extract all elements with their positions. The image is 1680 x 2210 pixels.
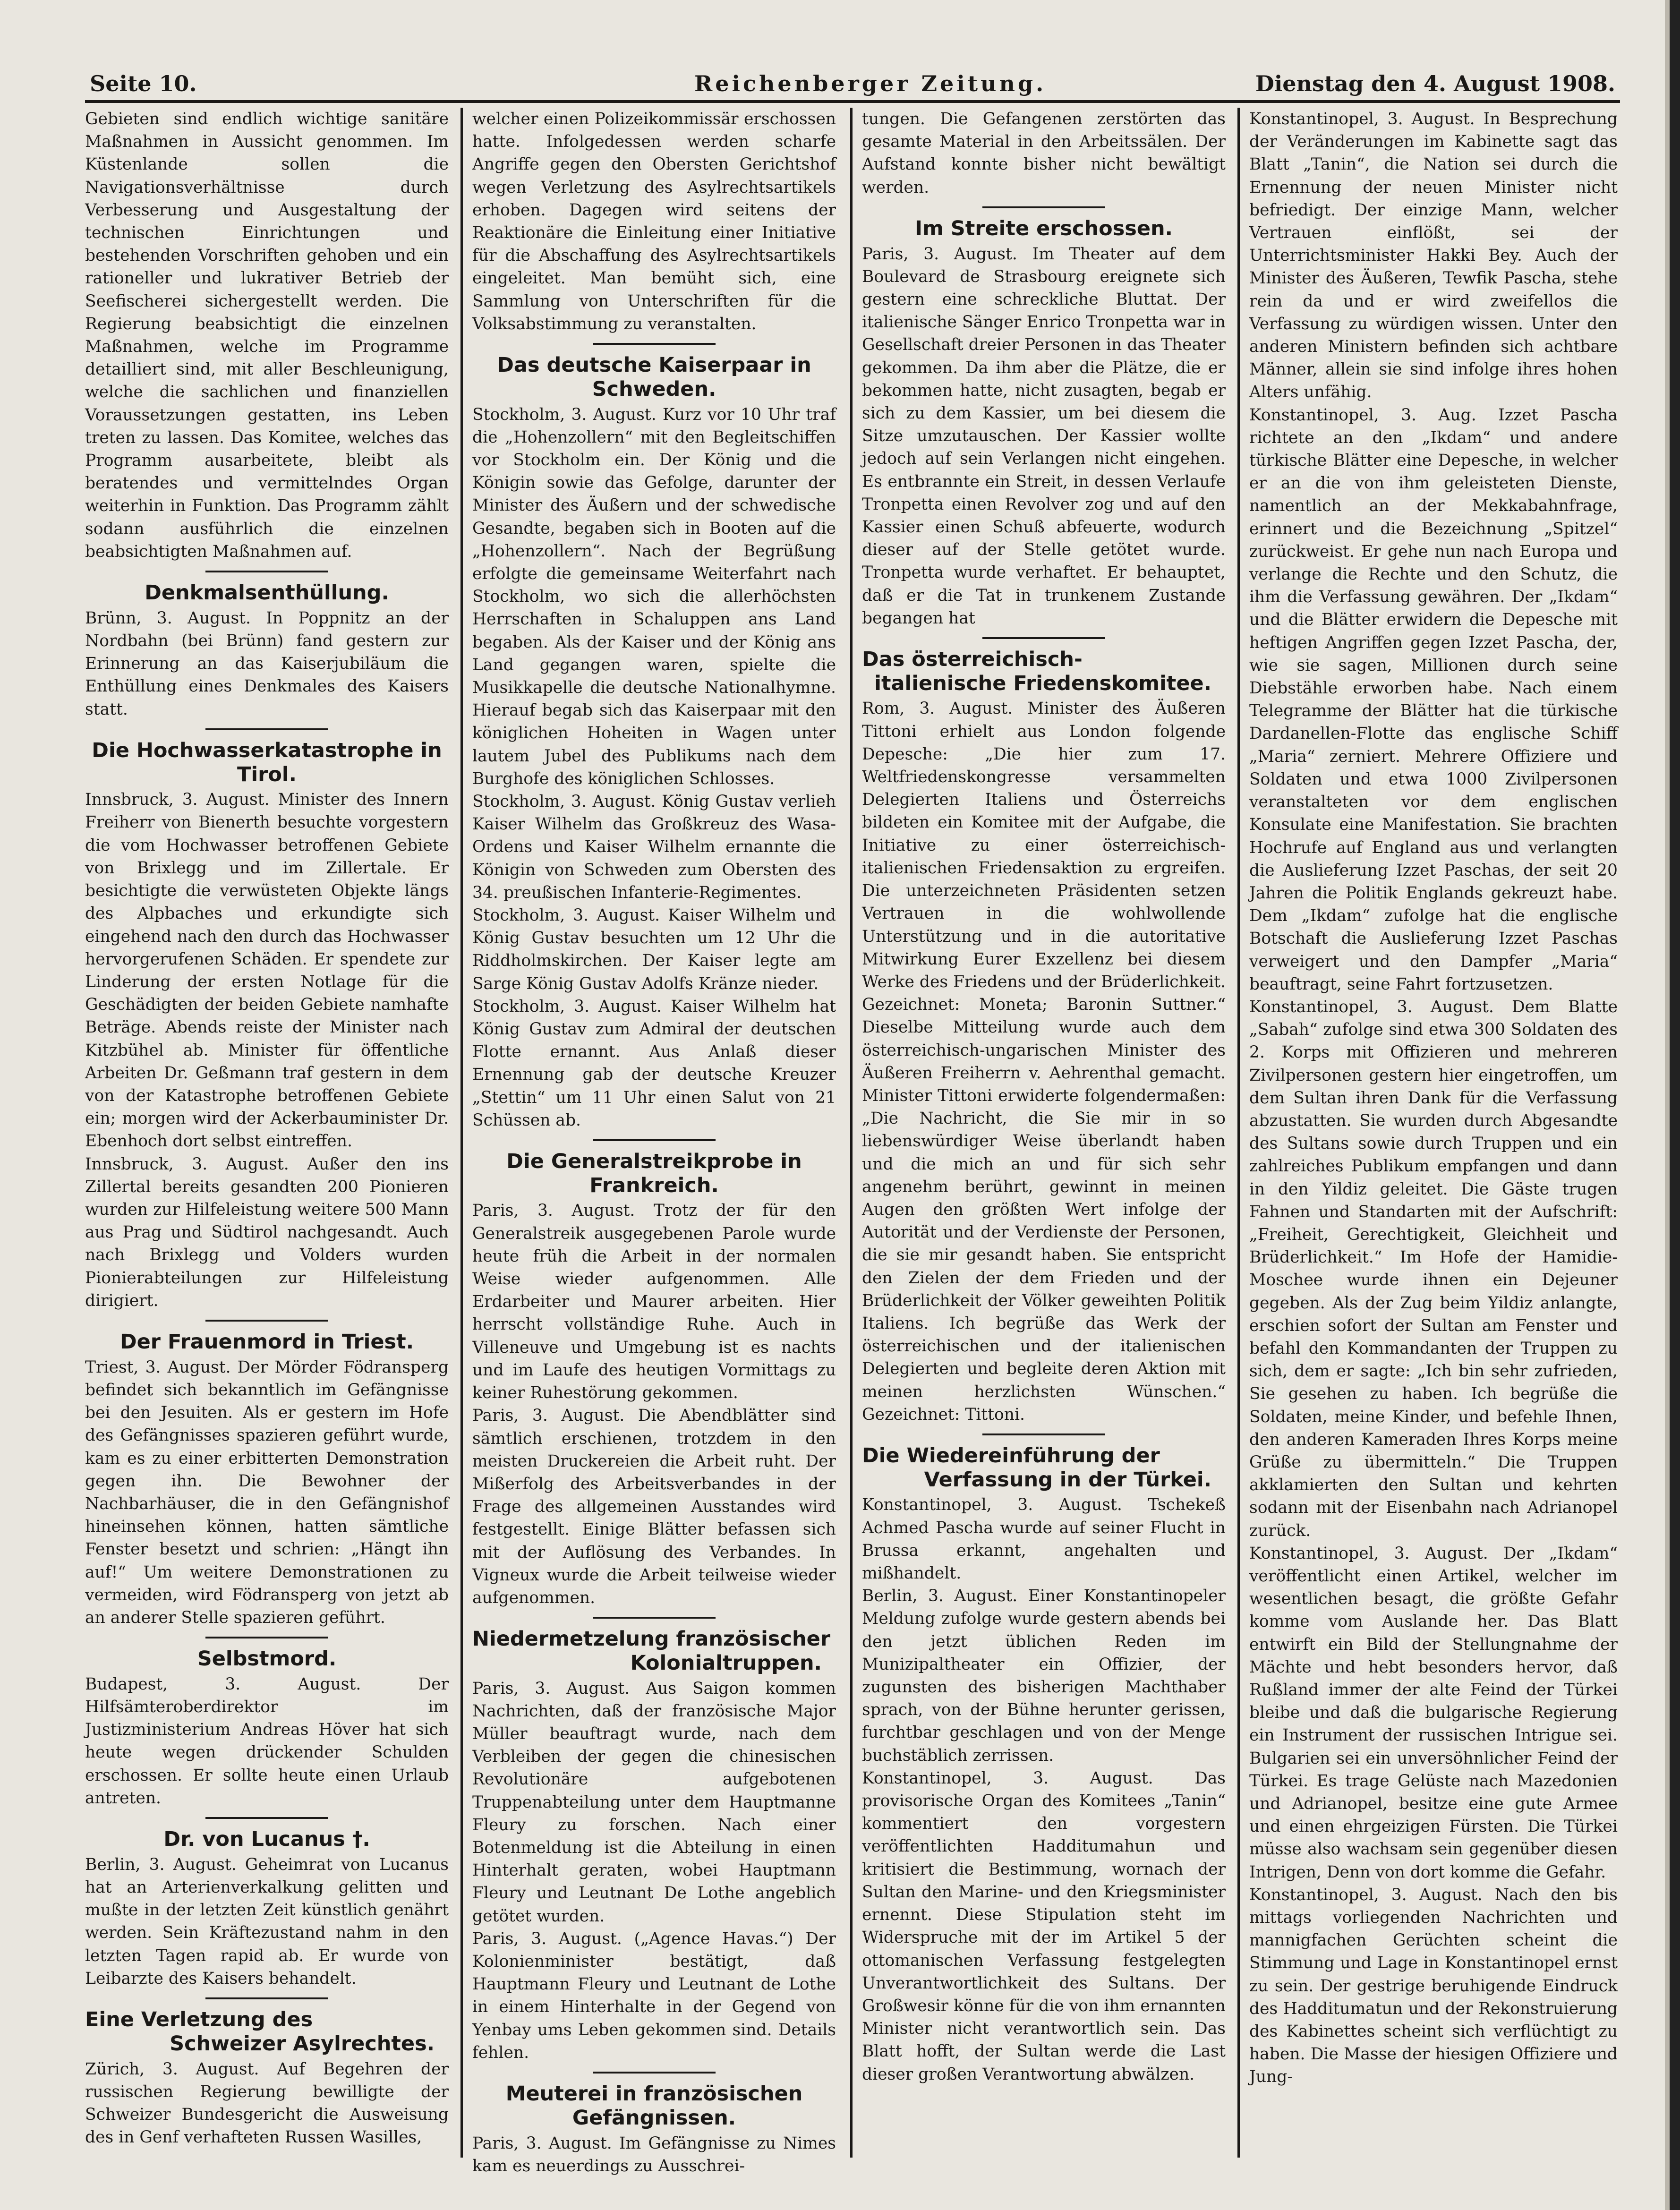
article-headline — [472, 1627, 836, 1675]
article — [472, 1627, 836, 2064]
article-paragraph: Konstantinopel, 3. August. Dem Blatte „Sabah“ zufolge sind etwa 300 Soldaten des 2. Korps mit Offizieren und mehreren Zivilpersonen gestern hier eingetroffen, um dem Sultan ihren Dank für die Verfassung abzustatten. Sie wurden durch Abgesandte des Sultans sowie durch Truppen und ein zahlreiches Publikum empfangen und dann in den Yildiz geleitet. Die Gäste trugen Fahnen und Standarten mit der Aufschrift: „Freiheit, Gerechtigkeit, Gleichheit und Brüderlichkeit.“ Im Hofe der Hamidie-Moschee wurde ihnen ein Dejeuner gegeben. Als der Zug beim Yildiz anlangte, erschien sofort der Sultan am Fenster und befahl den Kommandanten der Truppen zu sich, dem er sagte: „Ich bin sehr zufrieden, Sie gesehen zu haben. Ich begrüße die Soldaten, meine Kinder, und befehle Ihnen, den anderen Kameraden Ihres Korps meine Grüße zu übermitteln.“ Die Truppen akklamierten den Sultan und kehrten sodann mit der Eisenbahn nach Adrianopel zurück. — [1249, 997, 1618, 1540]
article-headline: Die Hochwasserkatastrophe in Tirol. — [92, 738, 442, 786]
article-paragraph: Berlin, 3. August. Geheimrat von Lucanus hat an Arterienverkalkung gelitten und mußte in der letzten Zeit künstlich genährt werden. Sein Kräftezustand nahm in den letzten Tagen rapid ab. Er wurde von Leibarzte des Kaisers behandelt. — [85, 1855, 449, 1988]
article-separator — [982, 637, 1105, 639]
column-2 — [472, 108, 836, 2176]
article-headline — [85, 2008, 449, 2056]
scan-edge — [1670, 0, 1680, 2210]
newspaper-title: Reichenberger Zeitung. — [694, 71, 1047, 96]
article-paragraph: Paris, 3. August. („Agence Havas.“) Der Kolonienminister bestätigt, daß Hauptmann Fleury und Leutnant de Lothe in einem Hinterhalte in der Gegend von Yenbay ums Leben gekommen sind. Details fehlen. — [472, 1929, 836, 2062]
article — [85, 1827, 449, 1990]
article-paragraph: Konstantinopel, 3. August. Tschekeß Achmed Pascha wurde auf seiner Flucht in Brussa erkannt, angehalten und mißhandelt. — [862, 1495, 1226, 1583]
article-paragraph: Brünn, 3. August. In Poppnitz an der Nordbahn (bei Brünn) fand gestern zur Erinnerung an das Kaiserjubiläum die Enthüllung eines Denkmales des Kaisers statt. — [85, 608, 449, 719]
article-paragraph: Paris, 3. August. Im Theater auf dem Boulevard de Strasbourg ereignete sich gestern eine schreckliche Bluttat. Der italienische Sänger Enrico Tronpetta war in Gesellschaft dreier Personen in das Theater gekommen. Da ihm aber die Plätze, die er bekommen hatte, nicht zusagten, begab er sich zu dem Kassier, um bei diesem die Sitze umzutauschen. Der Kassier wollte jedoch auf sein Verlangen nicht eingehen. Es entbrannte ein Streit, in dessen Verlaufe Tronpetta einen Revolver zog und auf den Kassier einen Schuß abfeuerte, wodurch dieser auf der Stelle getötet wurde. Tronpetta wurde verhaftet. Er behauptet, daß er die Tat in trunkenem Zustande begangen hat — [862, 244, 1226, 628]
article-paragraph: Konstantinopel, 3. August. Der „Ikdam“ veröffentlicht einen Artikel, welcher im wesentlichen besagt, die größte Gefahr komme vom Auslande her. Das Blatt entwirft ein Bild der Stellungnahme der Mächte und hebt besonders hervor, daß Rußland immer der alte Feind der Türkei bleibe und daß die bulgarische Regierung ein Instrument der russischen Intrigue sei. Bulgarien sei ein unversöhnlicher Feind der Türkei. Es trage Gelüste nach Mazedonien und Adrianopel, besitze eine gute Armee und einen ehrgeizigen Fürsten. Die Türkei müsse also wachsam sein gegenüber diesen Intrigen, Denn von dort komme die Gefahr. — [1249, 1544, 1618, 1882]
headline-line: Kolonialtruppen. — [630, 1651, 822, 1675]
headline-line: Eine Verletzung des — [85, 2008, 313, 2032]
article-headline: Denkmalsenthüllung. — [145, 581, 389, 605]
article — [472, 108, 836, 335]
article-paragraph: welcher einen Polizeikommissär erschossen hatte. Infolgedessen werden scharfe Angriffe gegen den Obersten Gerichtshof wegen Verletzung des Asylrechtsartikels erhoben. Dagegen wird seitens der Reaktionäre die Einleitung einer Initiative für die Abschaffung des Asylrechtsartikels eingeleitet. Man bemüht sich, eine Sammlung von Unterschriften für die Volksabstimmung zu veranstalten. — [472, 110, 836, 333]
article — [862, 1444, 1226, 2086]
article — [85, 581, 449, 721]
article-separator — [593, 2072, 716, 2073]
page-header — [90, 71, 1615, 104]
article-separator — [982, 206, 1105, 208]
article-separator — [205, 571, 328, 572]
article-paragraph: Gebieten sind endlich wichtige sanitäre Maßnahmen in Aussicht genommen. Im Küstenlande sollen die Navigationsverhältnisse durch Verbesserung und Ausgestaltung der technischen Einrichtungen und bestehenden Vorschriften gehoben und ein rationeller und lukrativer Betrieb der Seefischerei sichergestellt werden. Die Regierung beabsichtigt die einzelnen Maßnahmen, welche im Programme detailliert sind, mit aller Beschleunigung, welche die sachlichen und finanziellen Voraussetzungen gestatten, ins Leben treten zu lassen. Das Komitee, welches das Programm ausarbeitete, bleibt als beratendes und vermittelndes Organ weiterhin in Funktion. Das Programm zählt sodann ausführlich die einzelnen beabsichtigten Maßnahmen auf. — [85, 110, 449, 561]
issue-date: Dienstag den 4. August 1908. — [1255, 71, 1615, 96]
headline-line: Schweizer Asylrechtes. — [170, 2031, 435, 2056]
article-paragraph: Paris, 3. August. Im Gefängnisse zu Nimes kam es neuerdings zu Ausschrei- — [472, 2133, 836, 2176]
article-paragraph: Stockholm, 3. August. Kurz vor 10 Uhr traf die „Hohenzollern“ mit den Begleitschiffen vor Stockholm ein. Der König und die Königin sowie das Gefolge, darunter der Minister des Äußern und der schwedische Gesandte, begaben sich in Booten auf die „Hohenzollern“. Nach der Begrüßung erfolgte die gemeinsame Weiterfahrt nach Stockholm, wo sich die allerhöchsten Herrschaften in Schaluppen ans Land begaben. Als der Kaiser und der König ans Land gegangen waren, spielte die Musikkapelle die deutsche Nationalhymne. Hierauf begab sich das Kaiserpaar mit den königlichen Hoheiten in Wagen unter lautem Jubel des Publikums nach dem Burghofe des königlichen Schlosses. — [472, 405, 836, 788]
article-separator — [205, 1637, 328, 1638]
article-headline — [862, 1444, 1226, 1492]
article-paragraph: tungen. Die Gefangenen zerstörten das gesamte Material in den Arbeitssälen. Der Aufstand konnte bisher nicht bewältigt werden. — [862, 110, 1226, 197]
article — [472, 1150, 836, 1609]
article — [472, 2082, 836, 2177]
article-paragraph: Konstantinopel, 3. August. Nach den bis mittags vorliegenden Nachrichten und mannigfachen Gerüchten scheint die Stimmung und Lage in Konstantinopel ernst zu sein. Der gestrige beruhigende Eindruck des Hadditumatun und der Rekonstruierung des Kabinettes scheint sich verflüchtigt zu haben. Die Masse der hiesigen Offiziere und Jung- — [1249, 1885, 1618, 2087]
article-paragraph: Stockholm, 3. August. König Gustav verlieh Kaiser Wilhelm das Großkreuz des Wasa-Ordens und Kaiser Wilhelm ernannte die Königin von Schweden zum Obersten des 34. preußischen Infanterie-Regimentes. — [472, 792, 836, 902]
column-4 — [1249, 108, 1618, 2158]
article-headline: Meuterei in französischen Gefängnissen. — [505, 2082, 803, 2130]
article-separator — [593, 343, 716, 345]
article — [85, 2008, 449, 2149]
article-separator — [205, 1997, 328, 1999]
article-paragraph: Paris, 3. August. Trotz der für den Generalstreik ausgegebenen Parole wurde heute früh die Arbeit in der normalen Weise wieder aufgenommen. Alle Erdarbeiter und Maurer arbeiten. Hier herrscht vollständige Ruhe. Auch in Villeneuve und Umgebung ist es nachts und im Laufe des heutigen Vormittags zu keiner Ruhestörung gekommen. — [472, 1201, 836, 1403]
article-headline: Im Streite erschossen. — [914, 216, 1173, 240]
article — [862, 648, 1226, 1426]
article-paragraph: Stockholm, 3. August. Kaiser Wilhelm und König Gustav besuchten um 12 Uhr die Riddholmskirchen. Der Kaiser legte am Sarge König Gustav Adolfs Kränze nieder. — [472, 905, 836, 993]
article-paragraph: Stockholm, 3. August. Kaiser Wilhelm hat König Gustav zum Admiral der deutschen Flotte ernannt. Aus Anlaß dieser Ernennung gab der deutsche Kreuzer „Stettin“ um 11 Uhr einen Salut von 21 Schüssen ab. — [472, 997, 836, 1130]
article — [472, 353, 836, 1132]
article — [85, 739, 449, 1312]
article — [85, 108, 449, 563]
column-divider — [850, 108, 853, 2158]
article-headline: Selbstmord. — [197, 1647, 337, 1671]
headline-line: Die Wiedereinführung der — [862, 1443, 1160, 1468]
article-paragraph: Berlin, 3. August. Einer Konstantinopeler Meldung zufolge wurde gestern abends bei den jetzt üblichen Reden im Munizipaltheater ein Offizier, der zugunsten des bisherigen Machthaber sprach, von der Bühne herunter gerissen, furchtbar geschlagen und von der Menge buchstäblich zerrissen. — [862, 1587, 1226, 1765]
article — [862, 217, 1226, 630]
article-paragraph: Innsbruck, 3. August. Minister des Innern Freiherr von Bienerth besuchte vorgestern die vom Hochwasser betroffenen Gebiete von Brixlegg und im Zillertale. Er besichtigte die verwüsteten Objekte längs des Alpbaches und erkundigte sich eingehend nach den durch das Hochwasser hervorgerufenen Schäden. Er spendete zur Linderung der ersten Notlage für die Geschädigten der beiden Gebiete namhafte Beträge. Abends reiste der Minister nach Kitzbühel ab. Minister für öffentliche Arbeiten Dr. Geßmann traf gestern in dem von der Katastrophe betroffenen Gebiete ein; morgen wird der Ackerbauminister Dr. Ebenhoch dort selbst eintreffen. — [85, 790, 449, 1151]
article-headline: Die Generalstreikprobe in Frankreich. — [506, 1150, 802, 1197]
article-paragraph: Zürich, 3. August. Auf Begehren der russischen Regierung bewilligte der Schweizer Bundesgericht die Ausweisung des in Genf verhafteten Russen Wasilles, — [85, 2059, 449, 2147]
article — [1249, 108, 1618, 2089]
article-paragraph: Konstantinopel, 3. Aug. Izzet Pascha richtete an den „Ikdam“ und andere türkische Blätter eine Depesche, in welcher er an die von ihm geleisteten Dienste, namentlich an der Mekkabahnfrage, erinnert und die Bezeichnung „Spitzel“ zurückweist. Er gehe nun nach Europa und verlange die Rechte und den Schutz, die ihm die Verfassung gewähren. Der „Ikdam“ und die Blätter erwidern die Depesche mit heftigen Angriffen gegen Izzet Pascha, der, wie sie sagen, Millionen durch seine Diebstähle erworben habe. Nach einem Telegramme der Blätter hat die türkische Dardanellen-Flotte das englische Schiff „Maria“ zerniert. Mehrere Offiziere und Soldaten und etwa 1000 Zivilpersonen veranstalteten vor dem englischen Konsulate eine Manifestation. Sie brachten Hochrufe auf England aus und verlangten die Auslieferung Izzet Paschas, der seit 20 Jahren die Politik Englands gekreuzt habe. Dem „Ikdam“ zufolge hat die englische Botschaft die Auslieferung Izzet Paschas verweigert und den Dampfer „Maria“ beauftragt, seine Fahrt fortzusetzen. — [1249, 405, 1618, 994]
article-headline: Der Frauenmord in Triest. — [119, 1330, 414, 1354]
article-paragraph: Triest, 3. August. Der Mörder Födransperg befindet sich bekanntlich im Gefängnisse bei den Jesuiten. Als er gestern im Hofe des Gefängnisses spazieren geführt wurde, kam es zu einer erbitterten Demonstration gegen ihn. Die Bewohner der Nachbarhäuser, die in den Gefängnishof hineinsehen können, hatten sämtliche Fenster besetzt und schrien: „Hängt ihn auf!“ Um weitere Demonstrationen zu vermeiden, wird Födransperg von jetzt ab an anderer Stelle spazieren geführt. — [85, 1357, 449, 1627]
article-separator — [982, 1434, 1105, 1435]
article — [85, 1647, 449, 1809]
article-separator — [593, 1617, 716, 1619]
article-separator — [205, 728, 328, 730]
page-number: Seite 10. — [90, 71, 197, 96]
scan-edge-shadow — [1665, 0, 1670, 2210]
article-paragraph: Innsbruck, 3. August. Außer den ins Zillertal bereits gesandten 200 Pionieren wurden zur Hilfeleistung weitere 500 Mann aus Prag und Südtirol nachgesandt. Auch nach Brixlegg und Volders wurden Pionierabteilungen zur Hilfeleistung dirigiert. — [85, 1154, 449, 1310]
article — [862, 108, 1226, 199]
article — [85, 1330, 449, 1629]
column-divider — [1237, 108, 1240, 2158]
article-separator — [593, 1139, 716, 1141]
article-paragraph: Konstantinopel, 3. August. Das provisorische Organ des Komitees „Tanin“ kommentiert den vorgestern veröffentlichten Hadditumahun und kritisiert die Bestimmung, wornach der Sultan den Marine- und den Kriegsminister ernennt. Diese Stipulation steht im Widerspruche mit der im Artikel 5 der ottomanischen Verfassung festgelegten Unverantwortlichkeit des Sultans. Der Großwesir könne für die von ihm ernannten Minister nicht verantwortlich sein. Das Blatt hofft, der Sultan werde die Last dieser großen Verantwortung abwälzen. — [862, 1768, 1226, 2084]
article-headline: Das deutsche Kaiserpaar in Schweden. — [497, 353, 811, 401]
article-headline: Dr. von Lucanus †. — [163, 1827, 370, 1852]
article-paragraph: Paris, 3. August. Aus Saigon kommen Nachrichten, daß der französische Major Müller beauftragt wurde, nach dem Verbleiben der gegen die chinesischen Revolutionäre aufgebotenen Truppenabteilung unter dem Hauptmanne Fleury zu forschen. Nach einer Botenmeldung ist die Abteilung in einen Hinterhalt geraten, wobei Hauptmann Fleury und Leutnant De Lothe angeblich getötet wurden. — [472, 1679, 836, 1926]
header-rule — [85, 100, 1620, 103]
column-3 — [862, 108, 1226, 2158]
column-divider — [461, 108, 463, 2158]
column-1 — [85, 108, 449, 2158]
headline-line: Das österreichisch- — [862, 648, 1083, 671]
headline-line: italienische Friedenskomitee. — [874, 671, 1211, 695]
article-paragraph: Paris, 3. August. Die Abendblätter sind sämtlich erschienen, trotzdem in den meisten Druckereien die Arbeit ruht. Der Mißerfolg des Arbeitsverbandes in der Frage des allgemeinen Ausstandes wird festgestellt. Einige Blätter befassen sich mit der Auflösung des Verbandes. In Vigneux wurde die Arbeit teilweise wieder aufgenommen. — [472, 1406, 836, 1607]
article-separator — [205, 1817, 328, 1819]
article-separator — [205, 1320, 328, 1322]
headline-line: Verfassung in der Türkei. — [924, 1468, 1211, 1492]
article-paragraph: Konstantinopel, 3. August. In Besprechung der Veränderungen im Kabinette sagt das Blatt „Tanin“, die Nation sei durch die Ernennung der neuen Minister nicht befriedigt. Der einzige Mann, welcher Vertrauen einflößt, sei der Unterrichtsminister Hakki Bey. Auch der Minister des Äußeren, Tewfik Pascha, stehe rein da und er wird zweifellos die Verfassung zu würdigen wissen. Unter den anderen Ministern befinden sich achtbare Männer, allein sie sind infolge ihres hohen Alters unfähig. — [1249, 110, 1618, 402]
article-headline — [862, 648, 1226, 695]
headline-line: Niedermetzelung französischer — [472, 1627, 830, 1651]
article-paragraph: Rom, 3. August. Minister des Äußeren Tittoni erhielt aus London folgende Depesche: „Die hier zum 17. Weltfriedenskongresse versammelten Delegierten Italiens und Österreichs bildeten ein Komitee mit der Aufgabe, die Initiative zu einer österreichisch-italienischen Friedensaktion zu ergreifen. Die unterzeichneten Präsidenten setzen Vertrauen in die wohlwollende Unterstützung und in die autoritative Mitwirkung Eurer Exzellenz bei diesem Werke des Friedens und der Brüderlichkeit. Gezeichnet: Moneta; Baronin Suttner.“ Dieselbe Mitteilung wurde auch dem österreichisch-ungarischen Minister des Äußeren Freiherrn v. Aehrenthal gemacht. Minister Tittoni erwiderte folgendermaßen: „Die Nachricht, die Sie mir in so liebenswürdiger Weise überlandt haben und die mich an und für sich sehr angenehm berührt, gewinnt in meinen Augen den größten Wert infolge der Autorität und der Verdienste der Personen, die sie mir gesandt haben. Sie entspricht den Zielen der dem Frieden und der Brüderlichkeit der Völker geweihten Politik Italiens. Ich begrüße das Werk der österreichischen und der italienischen Delegierten und begleite deren Aktion mit meinen herzlichsten Wünschen.“ Gezeichnet: Tittoni. — [862, 699, 1226, 1424]
article-paragraph: Budapest, 3. August. Der Hilfsämterоberdirektor im Justizministerium Andreas Höver hat sich heute wegen drückender Schulden erschossen. Er sollte heute einen Urlaub antreten. — [85, 1674, 449, 1808]
